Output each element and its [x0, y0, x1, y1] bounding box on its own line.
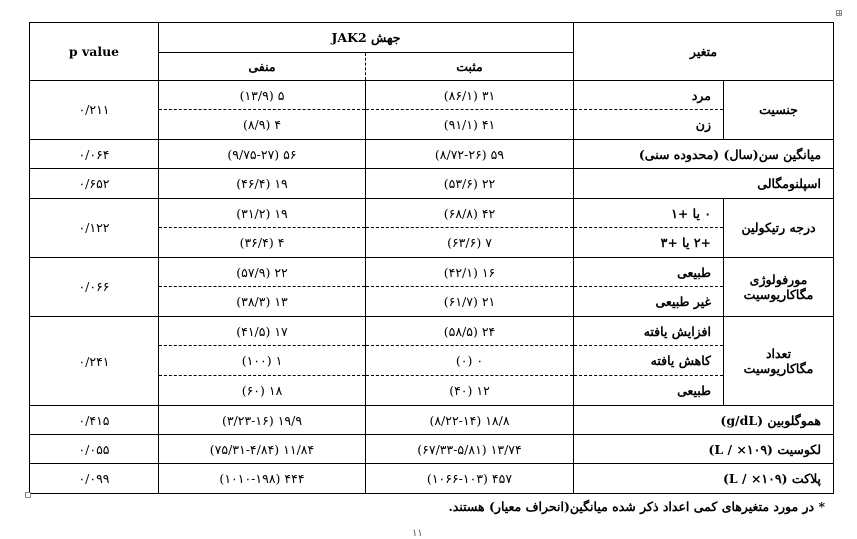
table-resize-handle[interactable]: [25, 492, 31, 498]
cell-hemoglobin-positive: ۱۸/۸ (۸/۲۲-۱۴): [366, 406, 574, 434]
row-label-morph-abnormal: غیر طبیعی: [574, 287, 724, 317]
cell-leukocyte-negative: ۱۱/۸۴ (۷۵/۳۱-۴/۸۴): [159, 434, 366, 464]
cell-platelet-pvalue: ۰/۰۹۹: [30, 464, 159, 494]
header-pvalue: p value: [30, 23, 159, 81]
cell-female-negative: ۴ (۸/۹): [159, 110, 366, 140]
table-row: [30, 406, 834, 434]
row-label-morphology: [724, 257, 834, 316]
header-positive: مثبت: [366, 52, 574, 80]
row-label-platelet: پلاکت (۱۰۹× / L): [574, 464, 834, 494]
cell-morph-normal-positive: ۱۶ (۴۲/۱): [366, 257, 574, 287]
row-label-count-line1: تعداد: [765, 346, 792, 362]
cell-age-negative: ۵۶ (۹/۷۵-۲۷): [159, 139, 366, 169]
cell-platelet-negative: ۴۴۴ (۱۰۱۰-۱۹۸): [159, 464, 366, 494]
header-jak2-group: جهش JAK2: [159, 23, 574, 53]
table-row: [30, 139, 834, 169]
cell-morph-abnormal-negative: ۱۳ (۳۸/۳): [159, 287, 366, 317]
table-row: [30, 464, 834, 494]
row-label-reticulin: درجه رتیکولین: [724, 198, 834, 257]
row-label-female: زن: [574, 110, 724, 140]
cell-grade-0-1-positive: ۴۲ (۶۸/۸): [366, 198, 574, 228]
cell-age-positive: ۵۹ (۸/۷۲-۲۶): [366, 139, 574, 169]
row-label-gender: جنسیت: [724, 80, 834, 139]
cell-grade-0-1-negative: ۱۹ (۳۱/۲): [159, 198, 366, 228]
cell-grade-2-3-positive: ۷ (۶۳/۶): [366, 228, 574, 258]
table-row: [30, 198, 834, 228]
row-label-grade-2-3: +۲ یا +۳: [574, 228, 724, 258]
row-label-male: مرد: [574, 80, 724, 110]
table-row: [30, 257, 834, 287]
cell-morph-normal-negative: ۲۲ (۵۷/۹): [159, 257, 366, 287]
row-label-count: [724, 316, 834, 406]
table-row: [30, 316, 834, 346]
cell-gender-pvalue: ۰/۲۱۱: [30, 80, 159, 139]
cell-morphology-pvalue: ۰/۰۶۶: [30, 257, 159, 316]
cell-count-decreased-positive: ۰ (۰): [366, 346, 574, 376]
row-label-leukocyte: لکوسیت (۱۰۹× / L): [574, 434, 834, 464]
header-row-1: [30, 23, 834, 53]
row-label-morphology-line2: مگاکاریوسیت: [743, 286, 814, 302]
cell-count-normal-positive: ۱۲ (۴۰): [366, 375, 574, 406]
cell-leukocyte-positive: ۱۳/۷۴ (۶۷/۳۳-۵/۸۱): [366, 434, 574, 464]
header-negative: منفی: [159, 52, 366, 80]
cell-count-decreased-negative: ۱ (۱۰۰): [159, 346, 366, 376]
row-label-hemoglobin: هموگلوبین (g/dL): [574, 406, 834, 434]
row-label-age: میانگین سن(سال) (محدوده سنی): [574, 139, 834, 169]
cell-splenomegaly-pvalue: ۰/۶۵۲: [30, 169, 159, 199]
cell-count-normal-negative: ۱۸ (۶۰): [159, 375, 366, 406]
cell-leukocyte-pvalue: ۰/۰۵۵: [30, 434, 159, 464]
cell-count-increased-positive: ۲۴ (۵۸/۵): [366, 316, 574, 346]
row-label-morph-normal: طبیعی: [574, 257, 724, 287]
row-label-count-decreased: کاهش یافته: [574, 346, 724, 376]
table-row: [30, 80, 834, 110]
page-number: ۱۱: [412, 528, 423, 539]
cell-splenomegaly-positive: ۲۲ (۵۳/۶): [366, 169, 574, 199]
cell-grade-2-3-negative: ۴ (۳۶/۴): [159, 228, 366, 258]
table-row: [30, 434, 834, 464]
cell-count-pvalue: ۰/۲۴۱: [30, 316, 159, 406]
cell-female-positive: ۴۱ (۹۱/۱): [366, 110, 574, 140]
row-label-morphology-line1: مورفولوژی: [749, 271, 808, 287]
cell-platelet-positive: ۴۵۷ (۱۰۶۶-۱۰۳): [366, 464, 574, 494]
cell-hemoglobin-negative: ۱۹/۹ (۳/۲۳-۱۶): [159, 406, 366, 434]
table-footnote: * در مورد متغیرهای کمی اعداد ذکر شده میانگین(انحراف معیار) هستند.: [448, 499, 825, 514]
cell-splenomegaly-negative: ۱۹ (۴۶/۴): [159, 169, 366, 199]
row-label-count-increased: افزایش یافته: [574, 316, 724, 346]
row-label-splenomegaly: اسپلنومگالی: [574, 169, 834, 199]
row-label-grade-0-1: ۰ یا +۱: [574, 198, 724, 228]
cell-hemoglobin-pvalue: ۰/۴۱۵: [30, 406, 159, 434]
cell-age-pvalue: ۰/۰۶۴: [30, 139, 159, 169]
jak2-comparison-table: [29, 22, 834, 494]
row-label-count-normal: طبیعی: [574, 375, 724, 406]
cell-reticulin-pvalue: ۰/۱۲۲: [30, 198, 159, 257]
cell-count-increased-negative: ۱۷ (۴۱/۵): [159, 316, 366, 346]
cell-male-positive: ۳۱ (۸۶/۱): [366, 80, 574, 110]
row-label-count-line2: مگاکاریوسیت: [743, 361, 814, 377]
header-variable: متغیر: [574, 23, 834, 81]
cell-morph-abnormal-positive: ۲۱ (۶۱/۷): [366, 287, 574, 317]
table-move-handle[interactable]: [836, 10, 842, 16]
cell-male-negative: ۵ (۱۳/۹): [159, 80, 366, 110]
table-row: [30, 169, 834, 199]
